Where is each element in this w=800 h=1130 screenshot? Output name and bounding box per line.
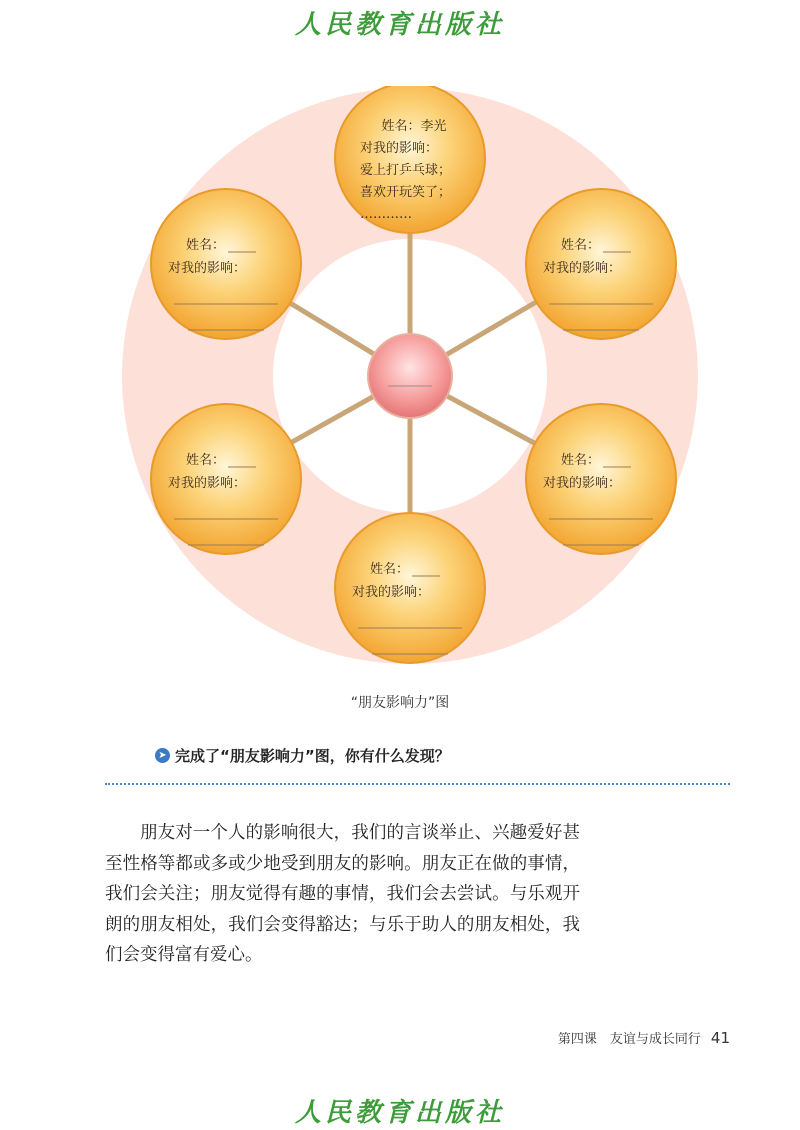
- friend-circle-3: [526, 404, 676, 554]
- page-number: 41: [710, 1029, 730, 1047]
- friend-circle-5: [151, 404, 301, 554]
- publisher-logo-bottom: 人民教育出版社: [294, 1098, 505, 1128]
- dotted-divider: [105, 783, 730, 785]
- friend-name-label: 姓名：: [186, 238, 226, 253]
- friend-effect-item: 爱上打乒乓球；: [360, 163, 452, 178]
- friend-effect-label: 对我的影响：: [360, 141, 439, 156]
- discussion-question: [155, 745, 450, 766]
- friend-circle-6: [151, 189, 301, 339]
- friend-circle-1: [335, 86, 485, 233]
- friend-name-label: 姓名：: [186, 453, 226, 468]
- friend-name-label: 姓名：: [561, 453, 601, 468]
- friend-effect-label: 对我的影响：: [168, 261, 247, 276]
- friend-effect-item: 喜欢开玩笑了；: [360, 185, 452, 200]
- lesson-title: 第四课 友谊与成长同行: [557, 1032, 701, 1047]
- friend-effect-label: 对我的影响：: [543, 261, 622, 276]
- friend-circle-4: [335, 513, 485, 663]
- friend-effect-label: 对我的影响：: [168, 476, 247, 491]
- publisher-logo-top: 人民教育出版社: [294, 10, 505, 40]
- friend-name-label: 姓名：: [370, 562, 410, 577]
- friend-effect-item: …………: [360, 207, 412, 222]
- friend-effect-label: 对我的影响：: [352, 585, 431, 600]
- friend-circle-2: [526, 189, 676, 339]
- diagram-caption: “朋友影响力”图: [350, 695, 450, 711]
- friend-influence-diagram: [120, 86, 700, 666]
- arrow-bullet-icon: ➤: [155, 748, 170, 763]
- center-circle: [368, 334, 452, 418]
- friend-name-label: 姓名：: [561, 238, 601, 253]
- friend-effect-label: 对我的影响：: [543, 476, 622, 491]
- friend-name-label: 姓名：李光: [381, 119, 447, 134]
- question-text: 完成了“朋友影响力”图，你有什么发现？: [175, 747, 450, 765]
- page-footer: [558, 1028, 730, 1047]
- body-paragraph: 朋友对一个人的影响很大，我们的言谈举止、兴趣爱好甚至性格等都或多或少地受到朋友的影响。朋友正在做的事情，我们会关注；朋友觉得有趣的事情，我们会去尝试。与乐观开朗的朋友相处，我们会变得豁达；与乐于助人的朋友相处，我们会变得富有爱心。: [105, 823, 580, 965]
